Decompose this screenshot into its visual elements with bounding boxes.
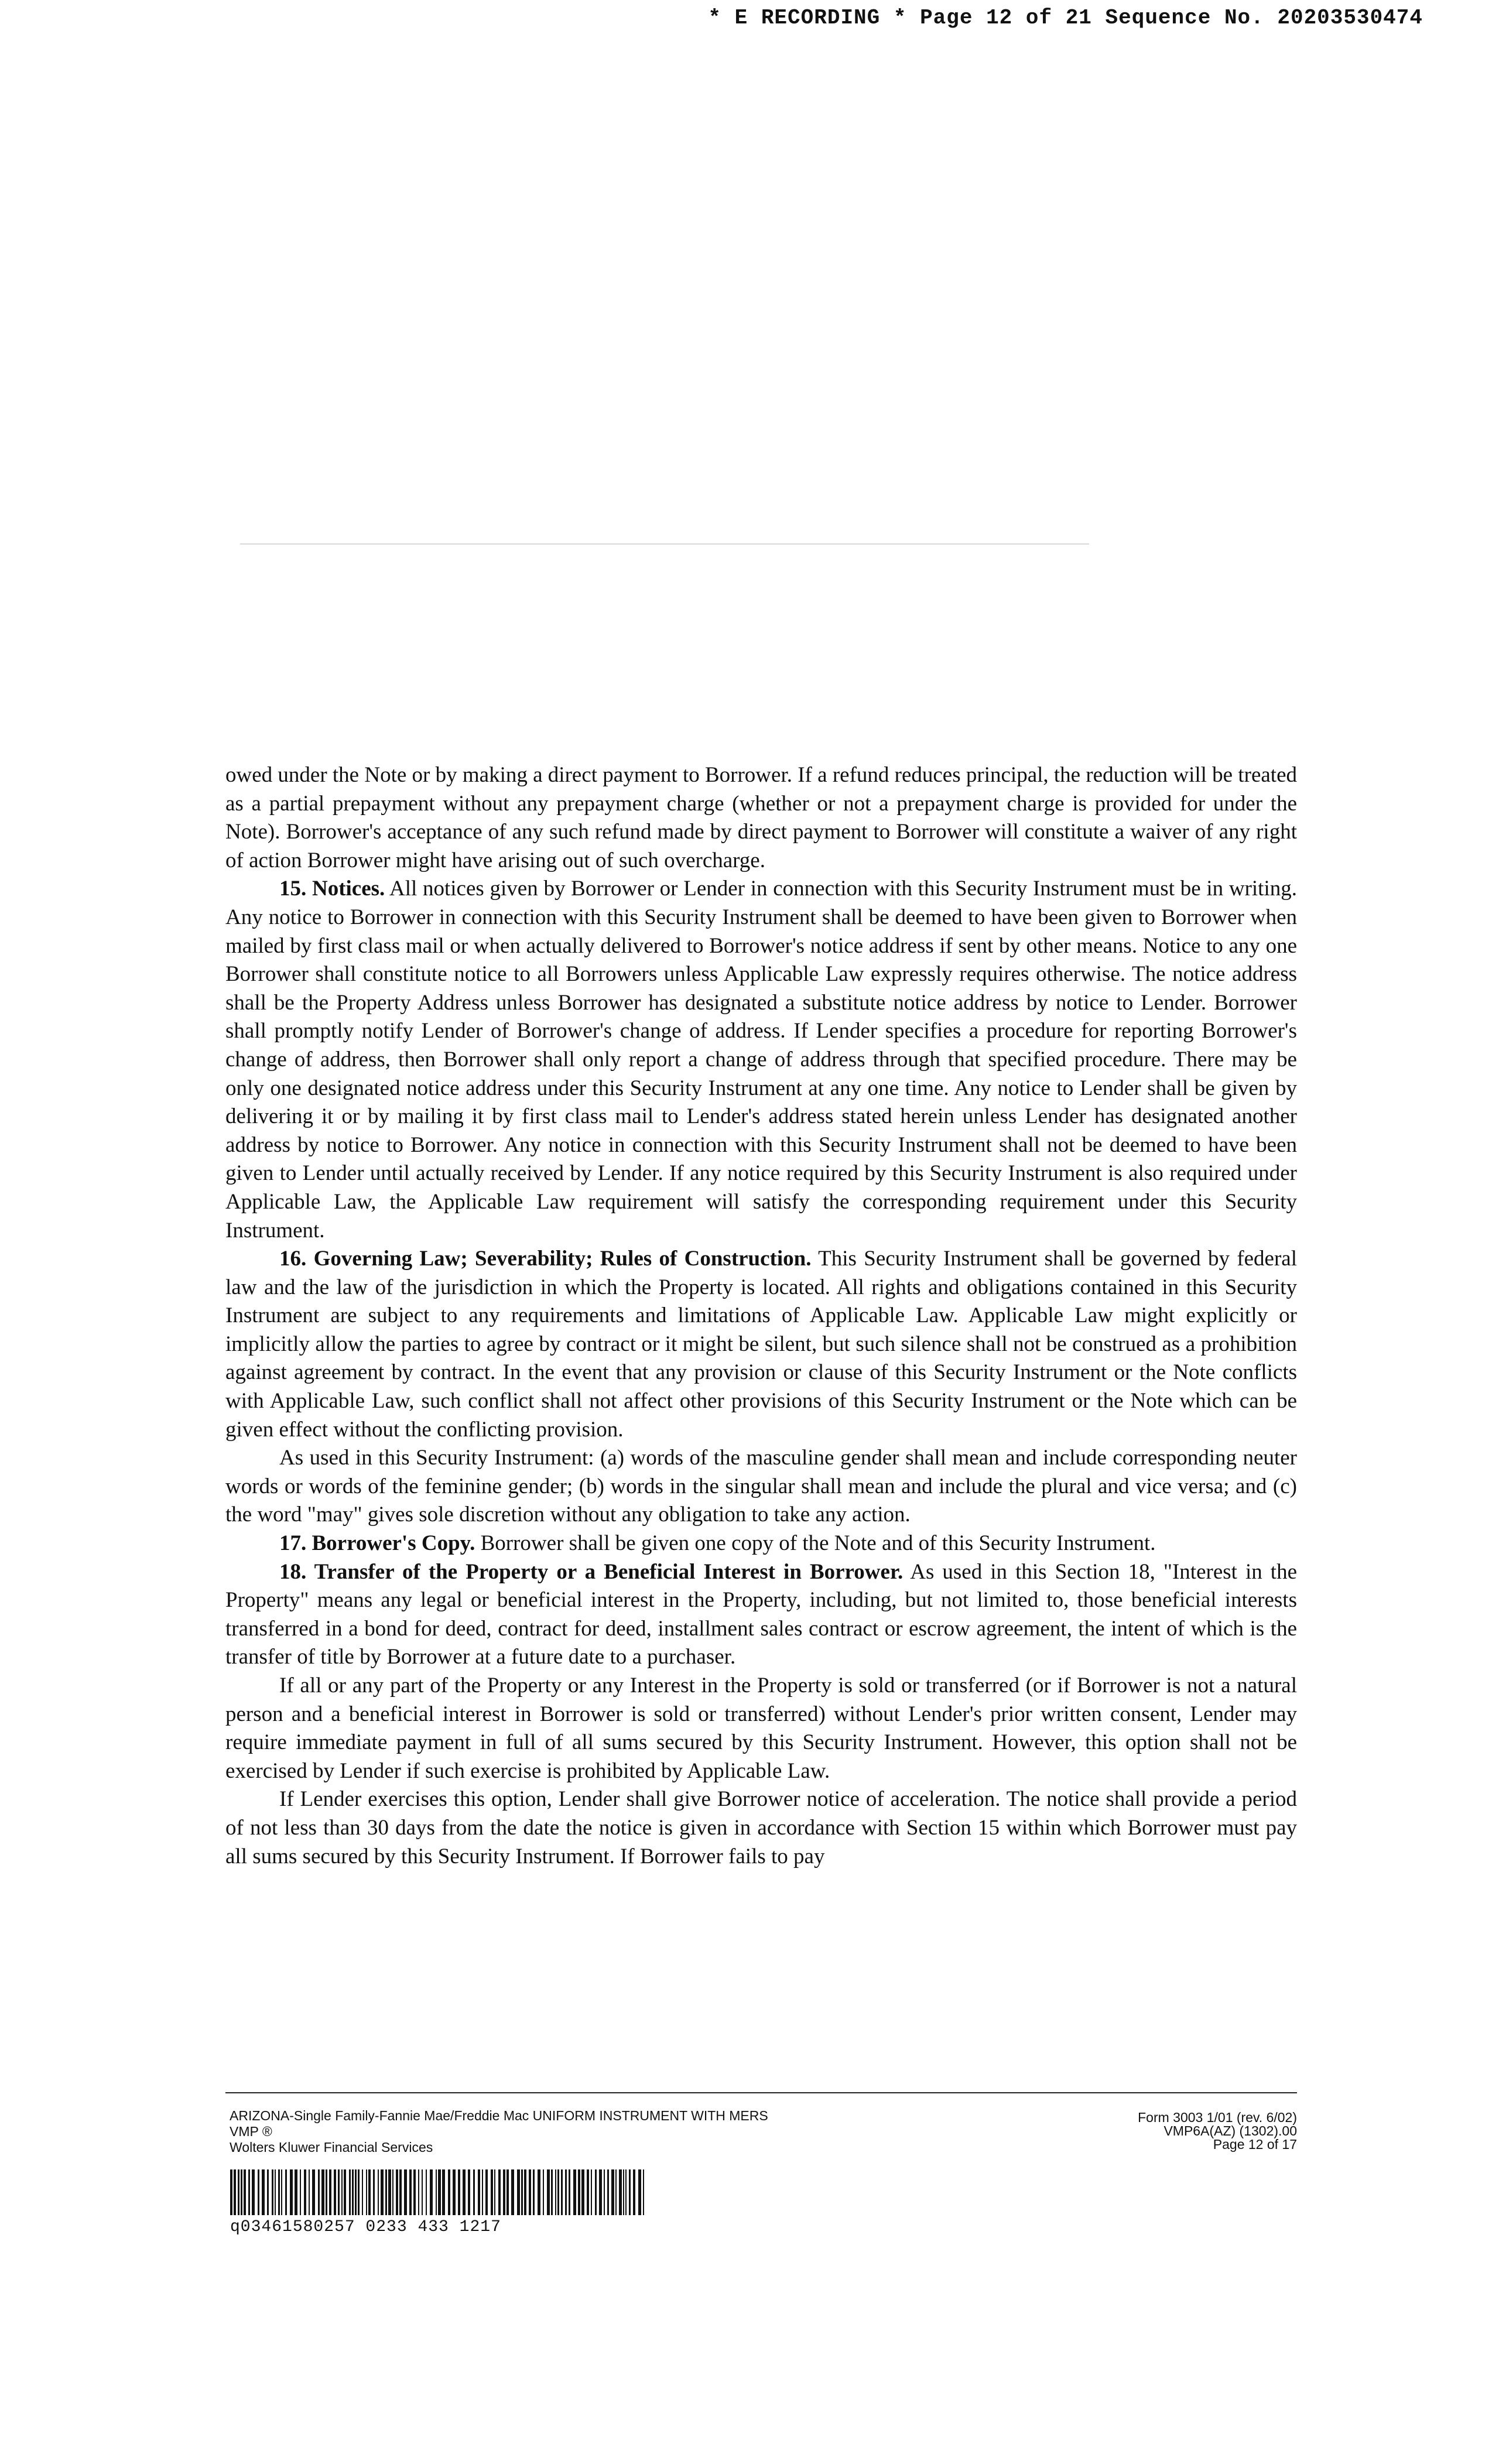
barcode-bar: [543, 2169, 544, 2215]
barcode-bar: [388, 2169, 391, 2215]
barcode-bar: [436, 2169, 437, 2215]
barcode-bar: [595, 2169, 597, 2215]
barcode-bar: [538, 2169, 540, 2215]
footer-form-number-block: [1138, 2111, 1297, 2151]
paragraph-text: Borrower shall be given one copy of the Note and of this Security Instrument.: [480, 1531, 1156, 1556]
barcode-bar: [591, 2169, 592, 2215]
barcode-bar: [604, 2169, 605, 2215]
barcode-bar: [573, 2169, 576, 2215]
barcode-bar: [587, 2169, 589, 2215]
paragraph-section-17: [225, 1529, 1297, 1558]
barcode-bar: [355, 2169, 357, 2215]
barcode-bar: [267, 2169, 269, 2215]
barcode-bar: [252, 2169, 255, 2215]
barcode-bar: [262, 2169, 265, 2215]
barcode-bar: [615, 2169, 617, 2215]
barcode-bar: [619, 2169, 622, 2215]
barcode-bar: [448, 2169, 450, 2215]
barcode-bar: [358, 2169, 360, 2215]
footer-vmp-code: VMP6A(AZ) (1302).00: [1163, 2123, 1297, 2138]
barcode-bar: [418, 2169, 419, 2215]
barcode-bar: [234, 2169, 236, 2215]
barcode-bar: [309, 2169, 310, 2215]
barcode-bar: [453, 2169, 456, 2215]
paragraph: [225, 761, 1297, 875]
barcode-bar: [494, 2169, 495, 2215]
footer-publisher: Wolters Kluwer Financial Services: [230, 2140, 433, 2155]
barcode-bar: [478, 2169, 480, 2215]
barcode-bar: [334, 2169, 336, 2215]
barcode-bar: [272, 2169, 273, 2215]
barcode-bar: [285, 2169, 287, 2215]
barcode-bar: [555, 2169, 556, 2215]
barcode-bar: [611, 2169, 614, 2215]
paragraph: [225, 1444, 1297, 1529]
barcode-bar: [485, 2169, 488, 2215]
barcode-bar: [503, 2169, 505, 2215]
paragraph-heading: 18. Transfer of the Property or a Beneficial Interest in Borrower.: [279, 1559, 903, 1584]
barcode-bar: [551, 2169, 553, 2215]
barcode-bar: [547, 2169, 550, 2215]
barcode-bar: [258, 2169, 259, 2215]
barcode-bar: [399, 2169, 402, 2215]
barcode-bar: [392, 2169, 393, 2215]
barcode-bar: [638, 2169, 641, 2215]
barcode-bar: [498, 2169, 501, 2215]
footer-page-number: Page 12 of 17: [1213, 2137, 1297, 2152]
document-body: [225, 761, 1297, 1871]
barcode-bar: [506, 2169, 509, 2215]
barcode-bar: [629, 2169, 631, 2215]
barcode-bar: [381, 2169, 384, 2215]
paragraph-section-16: [225, 1245, 1297, 1444]
barcode-bar: [633, 2169, 635, 2215]
barcode-bar: [468, 2169, 470, 2215]
barcode-bar: [458, 2169, 460, 2215]
barcode-bar: [238, 2169, 239, 2215]
barcode-bar: [426, 2169, 427, 2215]
paragraph-section-15: [225, 875, 1297, 1245]
paragraph-text: owed under the Note or by making a direct payment to Borrower. If a refund reduces principal, the reduction will be treated as a partial prepayment without any prepayment charge (whether or not a prepayment charge is provided for under the Note). Borrower's acceptance of any such refund made by direct payment to Borrower will constitute a waiver of any right of action Borrower might have arising out of such overcharge.: [225, 763, 1297, 872]
paragraph-text: All notices given by Borrower or Lender in connection with this Security Instrument must be in writing. Any notice to Borrower in connection with this Security Instrument shall be deemed to have been given to Borrower when mailed by first class mail or when actually delivered to Borrower's notice address if sent by other means. Notice to any one Borrower shall constitute notice to all Borrowers unless Applicable Law expressly requires otherwise. The notice address shall be the Property Address unless Borrower has designated a substitute notice address by notice to Lender. Borrower shall promptly notify Lender of Borrower's change of address. If Lender specifies a procedure for reporting Borrower's change of address, then Borrower shall only report a change of address through that specified procedure. There may be only one designated notice address under this Security Instrument at any one time. Any notice to Lender shall be given by delivering it or by mailing it by first class mail to Lender's address stated herein unless Lender has designated another address by notice to Borrower. Any notice in connection with this Security Instrument shall not be deemed to have been given to Lender until actually received by Lender. If any notice required by this Security Instrument is also required under Applicable Law, the Applicable Law requirement will satisfy the corresponding requirement under this Security Instrument.: [225, 877, 1297, 1243]
barcode-bar: [300, 2169, 301, 2215]
scan-artifact-line: [240, 543, 1089, 545]
paragraph-text: As used in this Security Instrument: (a) words of the masculine gender shall mean and include corresponding neuter words or words of the feminine gender; (b) words in the singular shall mean and include the plural and vice versa; and (c) the word "may" gives sole discretion without any obligation to take any action.: [225, 1446, 1297, 1527]
paragraph-text: As used in this Section 18, "Interest in the Property" means any legal or beneficial interest in the Property, including, but not limited to, those beneficial interests transferred in a bond for deed, contract for deed, installment sales contract or escrow agreement, the intent of which is the transfer of title by Borrower at a future date to a purchaser.: [225, 1559, 1297, 1669]
paragraph-heading: 15. Notices.: [279, 877, 385, 901]
paragraph-text: This Security Instrument shall be governed by federal law and the law of the jurisdiction in which the Property is located. All rights and obligations contained in this Security Instrument are subject to any requirements and limitations of Applicable Law. Applicable Law might explicitly or implicitly allow the parties to agree by contract or it might be silent, but such silence shall not be construed as a prohibition against agreement by contract. In the event that any provision or clause of this Security Instrument or the Note conflicts with Applicable Law, such conflict shall not affect other provisions of this Security Instrument or the Note which can be given effect without the conflicting provision.: [225, 1247, 1298, 1442]
barcode-bar: [491, 2169, 493, 2215]
barcode-bar: [312, 2169, 315, 2215]
barcode-bar: [344, 2169, 346, 2215]
footer-rule: [225, 2092, 1297, 2093]
barcode-bar: [326, 2169, 327, 2215]
barcode-bar: [338, 2169, 340, 2215]
barcode-bar: [409, 2169, 412, 2215]
barcode-bar: [329, 2169, 331, 2215]
footer-form-info: [230, 2108, 768, 2155]
footer-form-number: Form 3003 1/01 (rev. 6/02): [1138, 2110, 1297, 2125]
barcode-bar: [275, 2169, 276, 2215]
recording-header: * E RECORDING * Page 12 of 21 Sequence No. 20203530474: [708, 6, 1423, 30]
paragraph-heading: 16. Governing Law; Severability; Rules of Construction.: [279, 1247, 812, 1271]
barcode-bar: [599, 2169, 602, 2215]
barcode-bar: [565, 2169, 567, 2215]
barcode-bar: [578, 2169, 580, 2215]
barcode-bar: [422, 2169, 423, 2215]
barcode-bar: [482, 2169, 483, 2215]
barcode-bar: [366, 2169, 367, 2215]
barcode-bar: [385, 2169, 387, 2215]
barcode-bar: [352, 2169, 354, 2215]
barcode-bar: [517, 2169, 520, 2215]
barcode-bar: [623, 2169, 624, 2215]
barcode-bar: [341, 2169, 343, 2215]
barcode-bar: [413, 2169, 416, 2215]
barcode-bar: [625, 2169, 627, 2215]
barcode-image: [230, 2169, 647, 2215]
barcode-bar: [362, 2169, 363, 2215]
barcode-bar: [607, 2169, 609, 2215]
footer-vmp: VMP ®: [230, 2124, 272, 2139]
barcode-bar: [241, 2169, 242, 2215]
paragraph-text: If all or any part of the Property or any Interest in the Property is sold or transferred (or if Borrower is not a natural person and a beneficial interest in Borrower is sold or transferred) without Lender's prior written consent, Lender may require immediate payment in full of all sums secured by this Security Instrument. However, this option shall not be exercised by Lender if such exercise is prohibited by Applicable Law.: [225, 1674, 1297, 1783]
barcode-bar: [378, 2169, 379, 2215]
barcode-bar: [321, 2169, 324, 2215]
barcode-bar: [373, 2169, 375, 2215]
barcode-bar: [368, 2169, 371, 2215]
barcode-bar: [318, 2169, 320, 2215]
barcode-bar: [244, 2169, 246, 2215]
barcode-bar: [533, 2169, 535, 2215]
barcode-bar: [290, 2169, 293, 2215]
barcode-bar: [281, 2169, 282, 2215]
barcode-bar: [463, 2169, 466, 2215]
barcode-bar: [561, 2169, 563, 2215]
barcode-bar: [438, 2169, 441, 2215]
barcode-bar: [643, 2169, 644, 2215]
barcode-bar: [230, 2169, 232, 2215]
barcode-bar: [396, 2169, 398, 2215]
barcode-text: q03461580257 0233 433 1217: [230, 2218, 501, 2236]
paragraph-heading: 17. Borrower's Copy.: [279, 1531, 475, 1556]
barcode-bar: [557, 2169, 559, 2215]
paragraph-text: If Lender exercises this option, Lender shall give Borrower notice of acceleration. The notice shall provide a period of not less than 30 days from the date the notice is given in accordance with Section 15 within which Borrower must pay all sums secured by this Security Instrument. If Borrower fails to pay: [225, 1787, 1297, 1868]
barcode-bar: [349, 2169, 351, 2215]
barcode-bar: [278, 2169, 280, 2215]
paragraph: [225, 1672, 1297, 1785]
barcode-bar: [473, 2169, 475, 2215]
barcode-bar: [569, 2169, 570, 2215]
paragraph: [225, 1785, 1297, 1871]
barcode-bar: [248, 2169, 250, 2215]
barcode-bar: [442, 2169, 445, 2215]
barcode-bar: [581, 2169, 584, 2215]
barcode-bar: [304, 2169, 306, 2215]
paragraph-section-18: [225, 1558, 1297, 1672]
barcode-bar: [404, 2169, 407, 2215]
barcode-bar: [521, 2169, 523, 2215]
barcode-bar: [529, 2169, 531, 2215]
barcode-bar: [430, 2169, 433, 2215]
barcode-bar: [524, 2169, 526, 2215]
barcode-bar: [511, 2169, 514, 2215]
barcode-bar: [295, 2169, 297, 2215]
footer-form-title: ARIZONA-Single Family-Fannie Mae/Freddie Mac UNIFORM INSTRUMENT WITH MERS: [230, 2108, 768, 2123]
